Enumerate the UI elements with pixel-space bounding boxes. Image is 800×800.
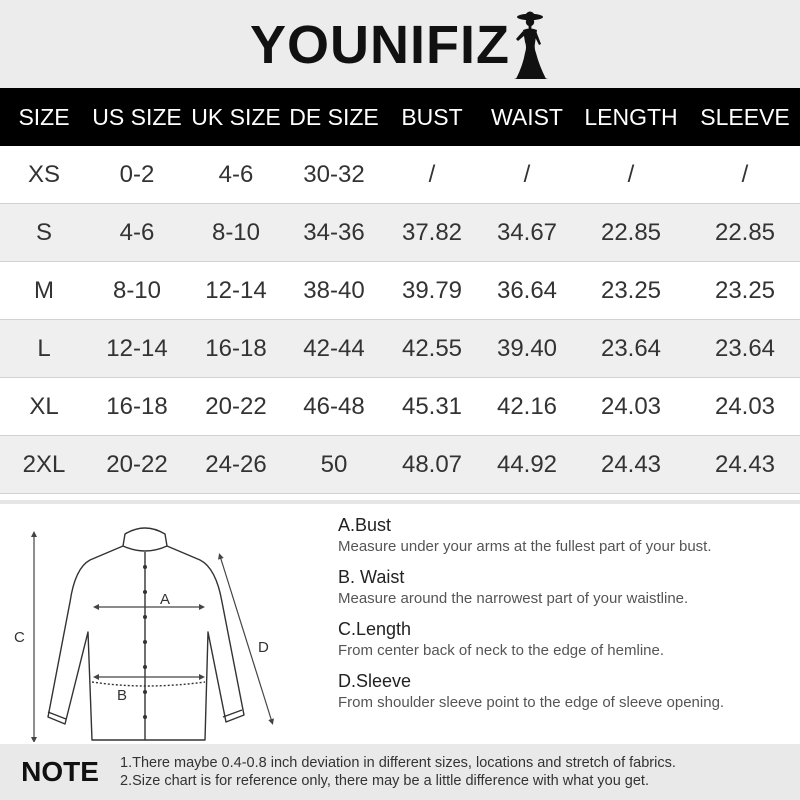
cell-sleeve: 24.43 — [714, 450, 776, 478]
woman-silhouette-icon — [506, 9, 550, 81]
note-title: NOTE — [21, 756, 99, 787]
cell-de-size: 34-36 — [303, 218, 365, 246]
sleeve-guide — [338, 670, 788, 714]
cell-size: 2XL — [22, 450, 66, 478]
length-label: C — [14, 629, 25, 646]
cell-us-size: 4-6 — [119, 218, 155, 246]
header-bust: BUST — [401, 103, 463, 130]
cell-sleeve: 23.64 — [714, 334, 776, 362]
waist-title: B. Waist — [338, 567, 405, 587]
note-bar — [0, 744, 800, 800]
length-desc: From center back of neck to the edge of hemline. — [338, 642, 665, 659]
table-row — [0, 436, 800, 494]
cell-uk-size: 12-14 — [205, 276, 267, 304]
bust-desc: Measure under your arms at the fullest part of your bust. — [338, 538, 712, 555]
cell-bust: 37.82 — [401, 218, 463, 246]
note-line-2: 2.Size chart is for reference only, there may be a little difference with what you get. — [120, 773, 649, 789]
cell-sleeve: / — [741, 160, 749, 188]
table-row — [0, 146, 800, 204]
cell-size: M — [34, 276, 54, 304]
cell-us-size: 16-18 — [106, 392, 168, 420]
cell-de-size: 30-32 — [303, 160, 365, 188]
cell-us-size: 8-10 — [112, 276, 162, 304]
cell-bust: / — [428, 160, 436, 188]
cell-de-size: 42-44 — [303, 334, 365, 362]
cell-size: XL — [29, 392, 59, 420]
table-row — [0, 262, 800, 320]
cell-size: XS — [27, 160, 60, 188]
cell-uk-size: 20-22 — [205, 392, 267, 420]
header-uk-size: UK SIZE — [191, 103, 281, 130]
length-guide — [338, 618, 788, 662]
table-row — [0, 204, 800, 262]
cell-us-size: 20-22 — [106, 450, 168, 478]
cell-sleeve: 24.03 — [714, 392, 776, 420]
cell-waist: 36.64 — [496, 276, 558, 304]
waist-label: B — [117, 687, 128, 704]
table-row — [0, 320, 800, 378]
cell-uk-size: 16-18 — [205, 334, 267, 362]
cell-waist: 42.16 — [496, 392, 558, 420]
sleeve-desc: From shoulder sleeve point to the edge of sleeve opening. — [338, 694, 725, 711]
size-table-body — [0, 146, 800, 494]
measurement-guide — [338, 514, 788, 722]
shirt-outline-icon — [0, 512, 300, 742]
cell-waist: 39.40 — [496, 334, 558, 362]
cell-us-size: 0-2 — [119, 160, 155, 188]
cell-length: 24.03 — [600, 392, 662, 420]
note-lines — [120, 754, 676, 790]
cell-uk-size: 24-26 — [205, 450, 267, 478]
cell-size: S — [35, 218, 52, 246]
cell-length: 23.25 — [600, 276, 662, 304]
cell-length: 22.85 — [600, 218, 662, 246]
header-waist: WAIST — [491, 103, 563, 130]
note-line-1: 1.There maybe 0.4-0.8 inch deviation in different sizes, locations and stretch of fabrics. — [120, 755, 676, 771]
cell-sleeve: 22.85 — [714, 218, 776, 246]
cell-sleeve: 23.25 — [714, 276, 776, 304]
cell-bust: 42.55 — [401, 334, 463, 362]
cell-bust: 39.79 — [401, 276, 463, 304]
bust-guide — [338, 514, 788, 558]
waist-desc: Measure around the narrowest part of your waistline. — [338, 590, 689, 607]
cell-waist: 44.92 — [496, 450, 558, 478]
cell-de-size: 46-48 — [303, 392, 365, 420]
length-title: C.Length — [338, 619, 412, 639]
cell-bust: 45.31 — [401, 392, 463, 420]
header-size: SIZE — [18, 103, 70, 130]
header-us-size: US SIZE — [92, 103, 182, 130]
header-de-size: DE SIZE — [289, 103, 379, 130]
sleeve-label: D — [258, 639, 269, 656]
brand-header — [0, 0, 800, 88]
table-row — [0, 378, 800, 436]
cell-length: / — [627, 160, 635, 188]
sleeve-title: D.Sleeve — [338, 671, 412, 691]
cell-de-size: 50 — [320, 450, 348, 478]
cell-waist: / — [523, 160, 531, 188]
brand-name: YOUNIFIZ — [250, 15, 510, 75]
cell-length: 24.43 — [600, 450, 662, 478]
header-length: LENGTH — [584, 103, 678, 130]
bust-label: A — [160, 591, 171, 608]
cell-waist: 34.67 — [496, 218, 558, 246]
cell-uk-size: 4-6 — [218, 160, 254, 188]
measurement-section — [0, 500, 800, 744]
cell-us-size: 12-14 — [106, 334, 168, 362]
cell-de-size: 38-40 — [303, 276, 365, 304]
cell-size: L — [37, 334, 51, 362]
brand-logo — [0, 10, 800, 80]
cell-bust: 48.07 — [401, 450, 463, 478]
cell-length: 23.64 — [600, 334, 662, 362]
waist-guide — [338, 566, 788, 610]
bust-title: A.Bust — [338, 515, 392, 535]
cell-uk-size: 8-10 — [211, 218, 261, 246]
size-table-header — [0, 88, 800, 146]
header-sleeve: SLEEVE — [700, 103, 790, 130]
